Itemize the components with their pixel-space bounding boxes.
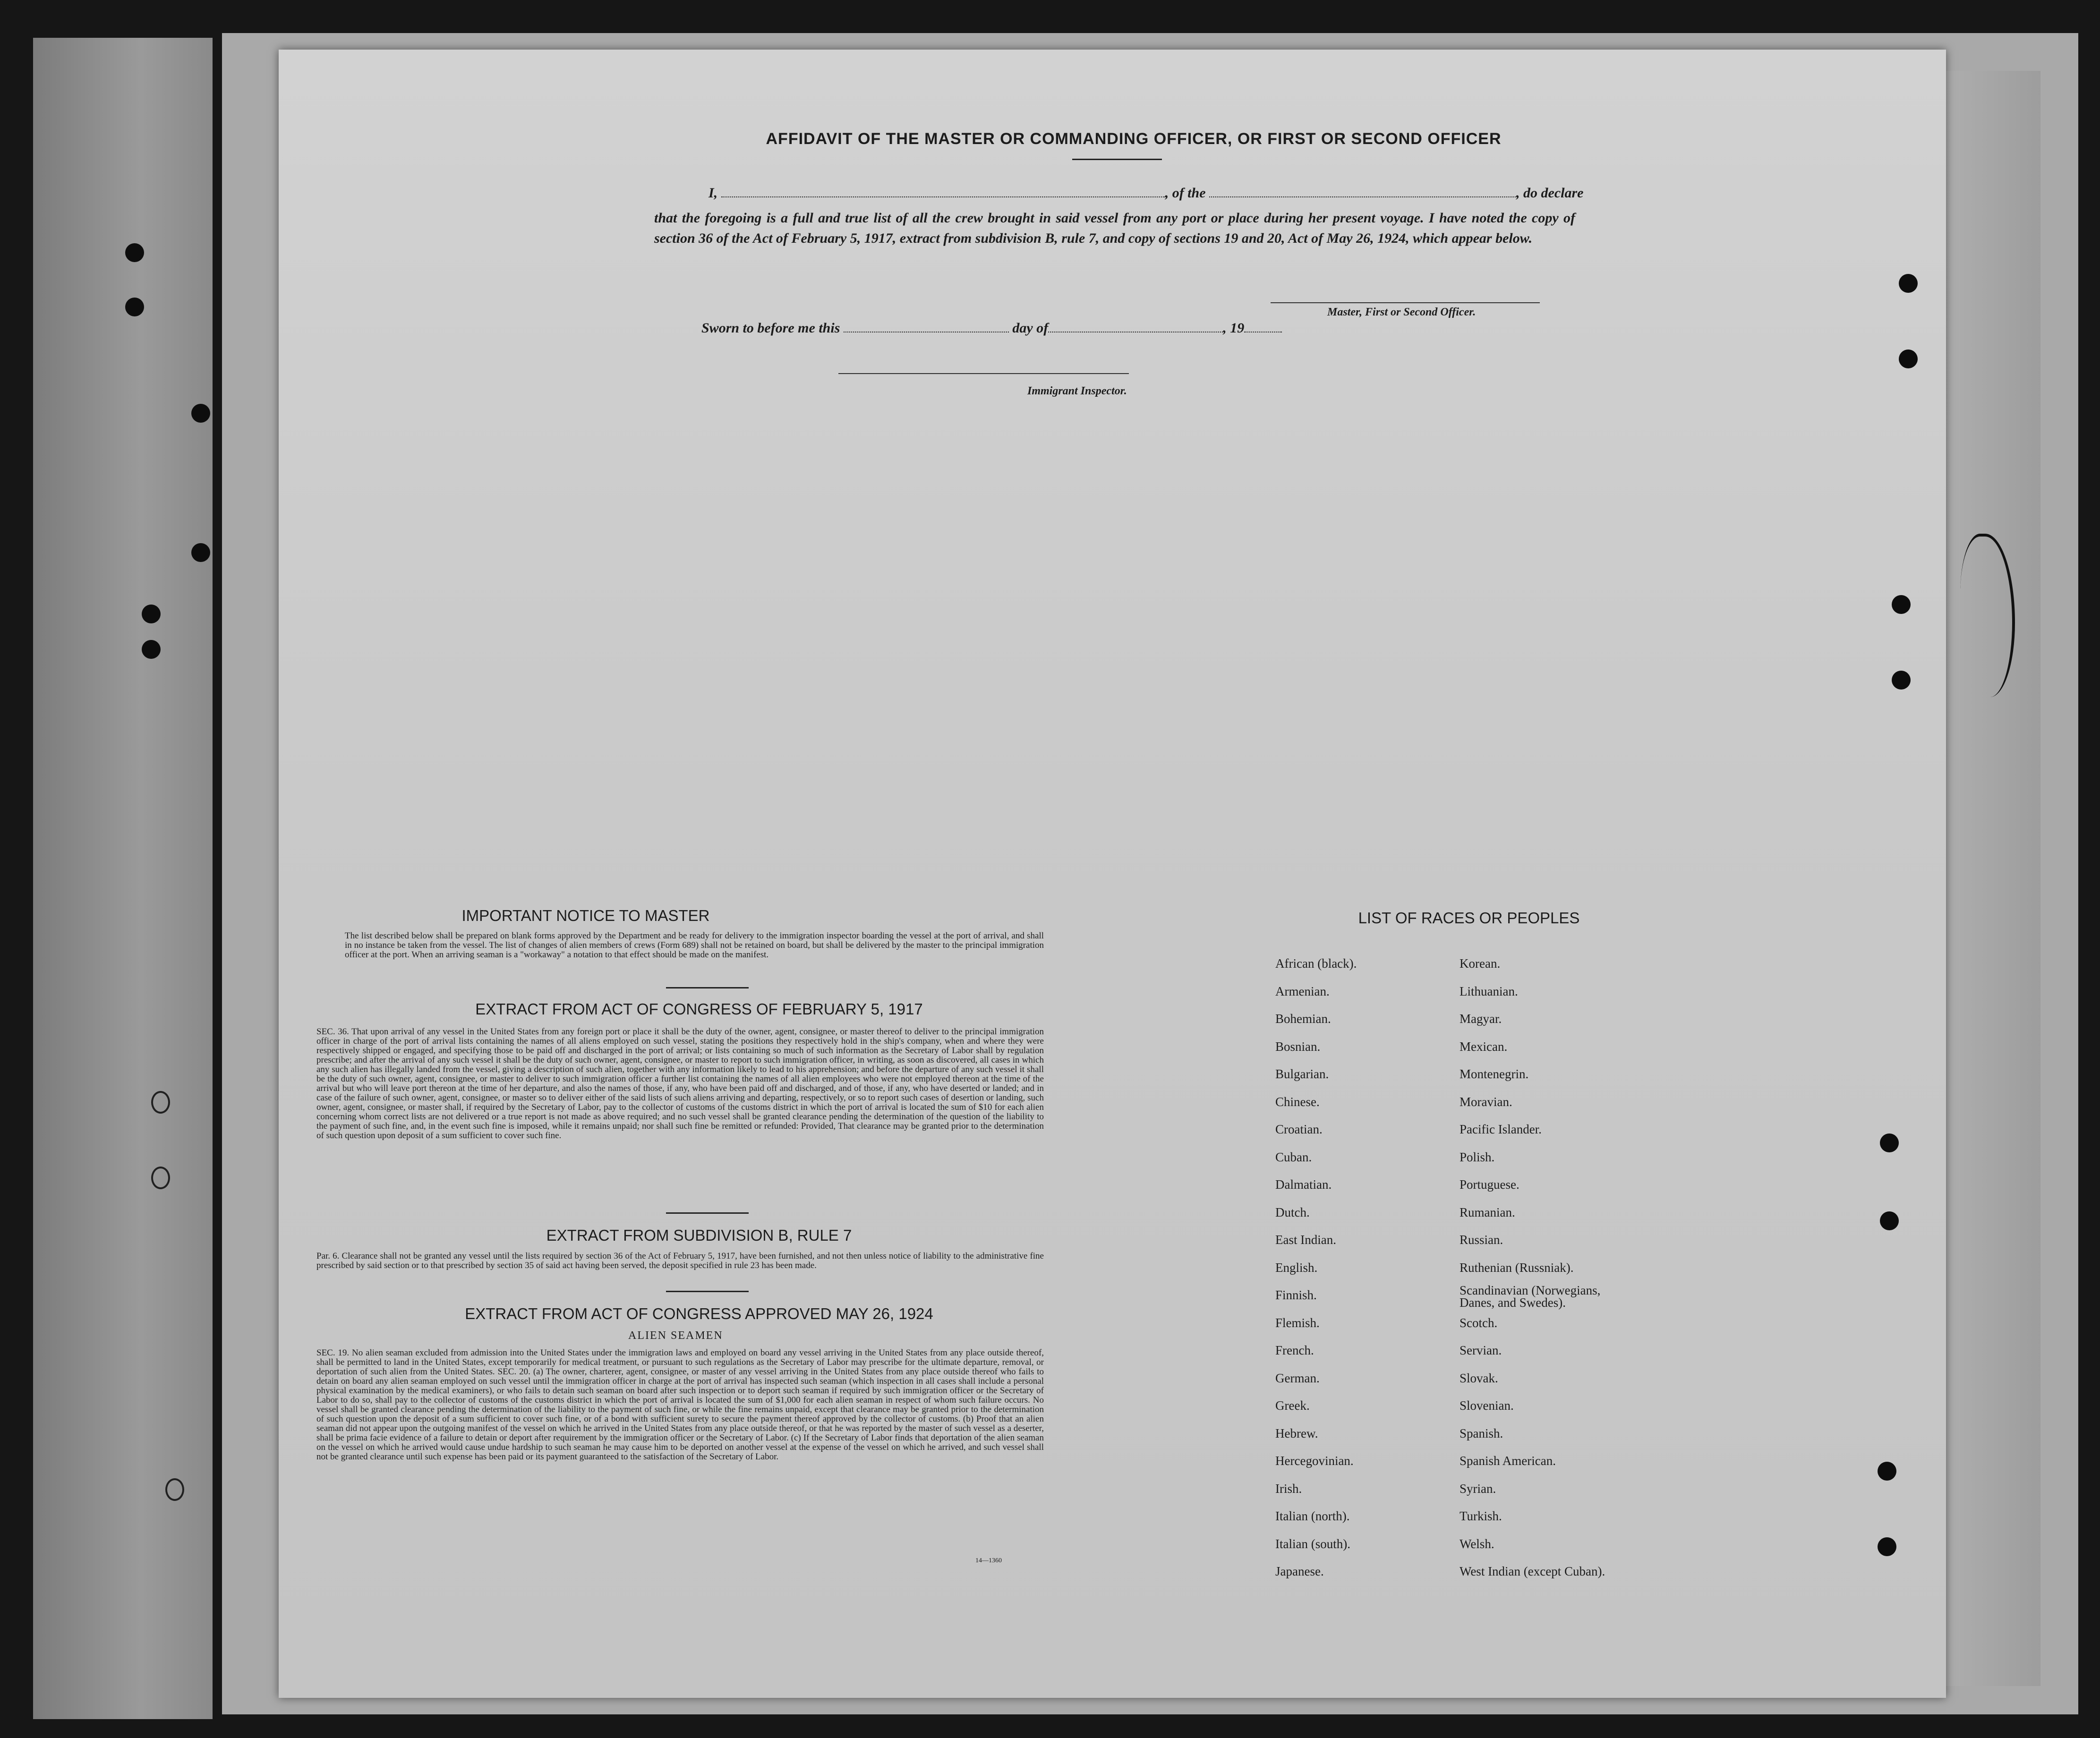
notice-text: The list described below shall be prepared on blank forms approved by the Department and be ready for delivery to the immigration inspector boarding the vessel at the port of arrival, and shall in no instance be taken from the vessel. The list of changes of alien members of crews (Form 689) shall not be retained on board, but shall be delivered by the master to the principal immigration officer at the port. When an arriving seaman is a "workaway" a notation to that effect should be made on the manifest. <box>345 931 1044 960</box>
race-item: Bohemian. <box>1275 1012 1331 1026</box>
affidavit-declare-label: , do declare <box>1516 185 1584 201</box>
race-item: Flemish. <box>1275 1315 1320 1330</box>
affidavit-declaration-line <box>709 185 1583 201</box>
extract-1917-text: SEC. 36. That upon arrival of any vessel in the United States from any foreign port or place it shall be the duty of the owner, agent, consignee, or master thereof to deliver to the principal immigration officer in charge of the port of arrival lists containing the names of all aliens employed on such vessel, stating the positions they respectively hold in the ship's company, when and where they were respectively shipped or engaged, and specifying those to be paid off and discharged in the port of arrival; or lists containing so much of such information as the Secretary of Labor shall by regulation prescribe; and after the arrival of any such vessel it shall be the duty of such owner, agent, consignee, or master to report to such immigration officer, in writing, as soon as discovered, all cases in which any such alien has illegally landed from the vessel, giving a description of such alien, together with any information likely to lead to his apprehension; and before the departure of any such vessel it shall be the duty of such owner, agent, consignee, or master to deliver to such immigration officer a further list containing the names of all alien employees who were not employed thereon at the time of the arrival but who will leave port thereon at the time of her departure, and also the names of those, if any, who have been paid off and discharged, and of those, if any, who have deserted or landed; and in case of the failure of such owner, agent, consignee, or master so to deliver either of the said lists of such aliens arriving and departing, respectively, or so to report such cases of desertion or landing, such owner, agent, consignee, or master shall, if required by the Secretary of Labor, pay to the collector of customs of the customs district in which the port of arrival is located the sum of $10 for each alien concerning whom correct lists are not delivered or a true report is not made as above required; and no such vessel shall be granted clearance pending the determination of the question of the liability to the payment of such fine, and, in the event such fine is imposed, while it remains unpaid; nor shall such fine be remitted or refunded: Provided, That clearance may be granted prior to the determination of such question upon deposit of a sum sufficient to cover such fine. <box>316 1027 1044 1141</box>
punch-hole <box>125 298 144 316</box>
race-item: Montenegrin. <box>1460 1067 1529 1081</box>
race-item: Pacific Islander. <box>1460 1122 1542 1136</box>
race-item: Ruthenian (Russniak). <box>1460 1260 1574 1275</box>
sworn-day-of-label: day of <box>1012 320 1049 336</box>
extract-rule7-text: Par. 6. Clearance shall not be granted any vessel until the lists required by section 36 of the Act of February 5, 1917, have been furnished, and not then unless notice of liability to the administrative fine prescribed by said section or to that prescribed by section 35 of said act having been served, the deposit specified in rule 23 has been made. <box>316 1251 1044 1270</box>
divider <box>1072 159 1162 160</box>
sworn-label: Sworn to before me this <box>701 320 840 336</box>
race-item: Hercegovinian. <box>1275 1454 1354 1468</box>
divider <box>666 1291 749 1292</box>
race-item: Italian (south). <box>1275 1536 1350 1551</box>
sworn-line <box>701 320 1282 336</box>
race-item: Moravian. <box>1460 1094 1512 1109</box>
race-item: East Indian. <box>1275 1233 1336 1247</box>
background-sheet-left <box>33 38 213 1719</box>
punch-hole <box>191 543 210 562</box>
punch-hole <box>1878 1462 1896 1481</box>
extract-1917-title: EXTRACT FROM ACT OF CONGRESS OF FEBRUARY 5, 1917 <box>475 1000 923 1018</box>
race-item: Finnish. <box>1275 1288 1317 1302</box>
punch-hole <box>1878 1537 1896 1556</box>
race-item: Dutch. <box>1275 1205 1310 1219</box>
race-item: Magyar. <box>1460 1012 1502 1026</box>
race-item: Bulgarian. <box>1275 1067 1329 1081</box>
affidavit-body: that the foregoing is a full and true list of all the crew brought in said vessel from any port or place during her present voyage. I have noted the copy of section 36 of the Act of February 5, 1917, extract from subdivision B, rule 7, and copy of sections 19 and 20, Act of May 26, 1924, which appear below. <box>654 210 1575 246</box>
extract-1924-title: EXTRACT FROM ACT OF CONGRESS APPROVED MAY 26, 1924 <box>465 1305 933 1322</box>
race-item: Turkish. <box>1460 1509 1502 1523</box>
race-item: German. <box>1275 1371 1320 1385</box>
race-item: Syrian. <box>1460 1481 1496 1496</box>
punch-hole <box>151 1091 170 1114</box>
extract-1924-text: SEC. 19. No alien seaman excluded from admission into the United States under the immigration laws and employed on board any vessel arriving in the United States from any place outside thereof, shall be permitted to land in the United States, except temporarily for medical treatment, or pursuant to such regulations as the Secretary of Labor may prescribe for the ultimate departure, removal, or deportation of such alien from the United States. SEC. 20. (a) The owner, charterer, agent, consignee, or master of any vessel arriving in the United States from any place outside thereof who fails to detain on board any alien seaman employed on such vessel until the immigration officer in charge at the port of arrival has inspected such seaman (which inspection in all cases shall include a personal physical examination by the medical examiners), or who fails to detain such seaman on board after such inspection or to deport such seaman if required by such immigration officer or the Secretary of Labor to do so, shall pay to the collector of customs of the customs district in which the port of arrival is located the sum of $1,000 for each alien seaman in respect of whom such failure occurs. No vessel shall be granted clearance pending the determination of the liability to the payment of such fine, or while the fine remains unpaid, except that clearance may be granted prior to the determination of such question upon the deposit of a sum sufficient to cover such fine, or of a bond with sufficient surety to secure the payment thereof approved by the collector of customs. (b) Proof that an alien seaman did not appear upon the outgoing manifest of the vessel on which he arrived in the United States from any place outside thereof, or that he was reported by the master of such vessel as a deserter, shall be prima facie evidence of a failure to detain or deport after requirement by the immigration officer or the Secretary of Labor. (c) If the Secretary of Labor finds that deportation of the alien seaman on the vessel on which he arrived would cause undue hardship to such seaman he may cause him to be deported on another vessel at the expense of the vessel on which he arrived, and such vessel shall not be granted clearance until such expense has been paid or its payment guaranteed to the satisfaction of the Secretary of Labor. <box>316 1348 1044 1462</box>
race-item: Chinese. <box>1275 1094 1320 1109</box>
master-signature-line[interactable] <box>1271 302 1540 303</box>
race-item: West Indian (except Cuban). <box>1460 1564 1605 1578</box>
race-item: Armenian. <box>1275 984 1330 998</box>
race-item: Dalmatian. <box>1275 1177 1332 1192</box>
race-item: African (black). <box>1275 956 1357 971</box>
punch-hole <box>151 1167 170 1189</box>
affidavit-title: AFFIDAVIT OF THE MASTER OR COMMANDING OFFICER, OR FIRST OR SECOND OFFICER <box>766 130 1502 148</box>
affidavit-i-label: I, <box>709 185 718 201</box>
race-item: Russian. <box>1460 1233 1503 1247</box>
race-item: Rumanian. <box>1460 1205 1515 1219</box>
race-item: Polish. <box>1460 1150 1495 1164</box>
punch-hole <box>165 1478 184 1501</box>
race-item: Japanese. <box>1275 1564 1324 1578</box>
race-item: Scotch. <box>1460 1315 1498 1330</box>
race-item: Slovenian. <box>1460 1398 1514 1413</box>
race-item: Welsh. <box>1460 1536 1494 1551</box>
form-number: 14—1360 <box>975 1557 1002 1564</box>
race-item: Servian. <box>1460 1343 1502 1357</box>
divider <box>666 987 749 988</box>
extract-rule7-title: EXTRACT FROM SUBDIVISION B, RULE 7 <box>546 1227 852 1244</box>
race-item: Hebrew. <box>1275 1426 1318 1440</box>
race-item: Spanish American. <box>1460 1454 1556 1468</box>
master-signature-label: Master, First or Second Officer. <box>1327 306 1476 318</box>
inspector-signature-label: Immigrant Inspector. <box>1027 385 1127 397</box>
officer-name-blank[interactable] <box>721 196 1165 197</box>
punch-hole <box>142 640 161 659</box>
inspector-signature-line[interactable] <box>838 373 1129 374</box>
sworn-year-label: , 19 <box>1223 320 1245 336</box>
race-item: Lithuanian. <box>1460 984 1518 998</box>
punch-hole <box>1899 349 1918 368</box>
alien-seamen-subtitle: ALIEN SEAMEN <box>628 1329 723 1342</box>
punch-hole <box>191 404 210 423</box>
punch-hole <box>1892 671 1911 690</box>
race-item: Cuban. <box>1275 1150 1312 1164</box>
race-item: Bosnian. <box>1275 1039 1321 1054</box>
punch-hole <box>1880 1211 1899 1230</box>
punch-hole <box>1899 274 1918 293</box>
race-item: Portuguese. <box>1460 1177 1520 1192</box>
divider <box>666 1212 749 1214</box>
punch-hole <box>125 243 144 262</box>
notice-title: IMPORTANT NOTICE TO MASTER <box>461 907 710 924</box>
vessel-name-blank[interactable] <box>1209 196 1516 197</box>
races-title: LIST OF RACES OR PEOPLES <box>1358 909 1580 927</box>
affidavit-of-the-label: , of the <box>1165 185 1206 201</box>
punch-hole <box>142 605 161 623</box>
race-item: Croatian. <box>1275 1122 1323 1136</box>
race-item: Greek. <box>1275 1398 1310 1413</box>
race-item: Spanish. <box>1460 1426 1503 1440</box>
punch-hole <box>1892 595 1911 614</box>
race-item: English. <box>1275 1260 1318 1275</box>
race-item: Italian (north). <box>1275 1509 1350 1523</box>
race-item: French. <box>1275 1343 1314 1357</box>
race-item: Scandinavian (Norwegians, Danes, and Swedes). <box>1460 1283 1601 1310</box>
race-item: Slovak. <box>1460 1371 1498 1385</box>
race-item: Korean. <box>1460 956 1501 971</box>
punch-hole <box>1880 1133 1899 1152</box>
race-item: Mexican. <box>1460 1039 1508 1054</box>
race-item: Irish. <box>1275 1481 1302 1496</box>
